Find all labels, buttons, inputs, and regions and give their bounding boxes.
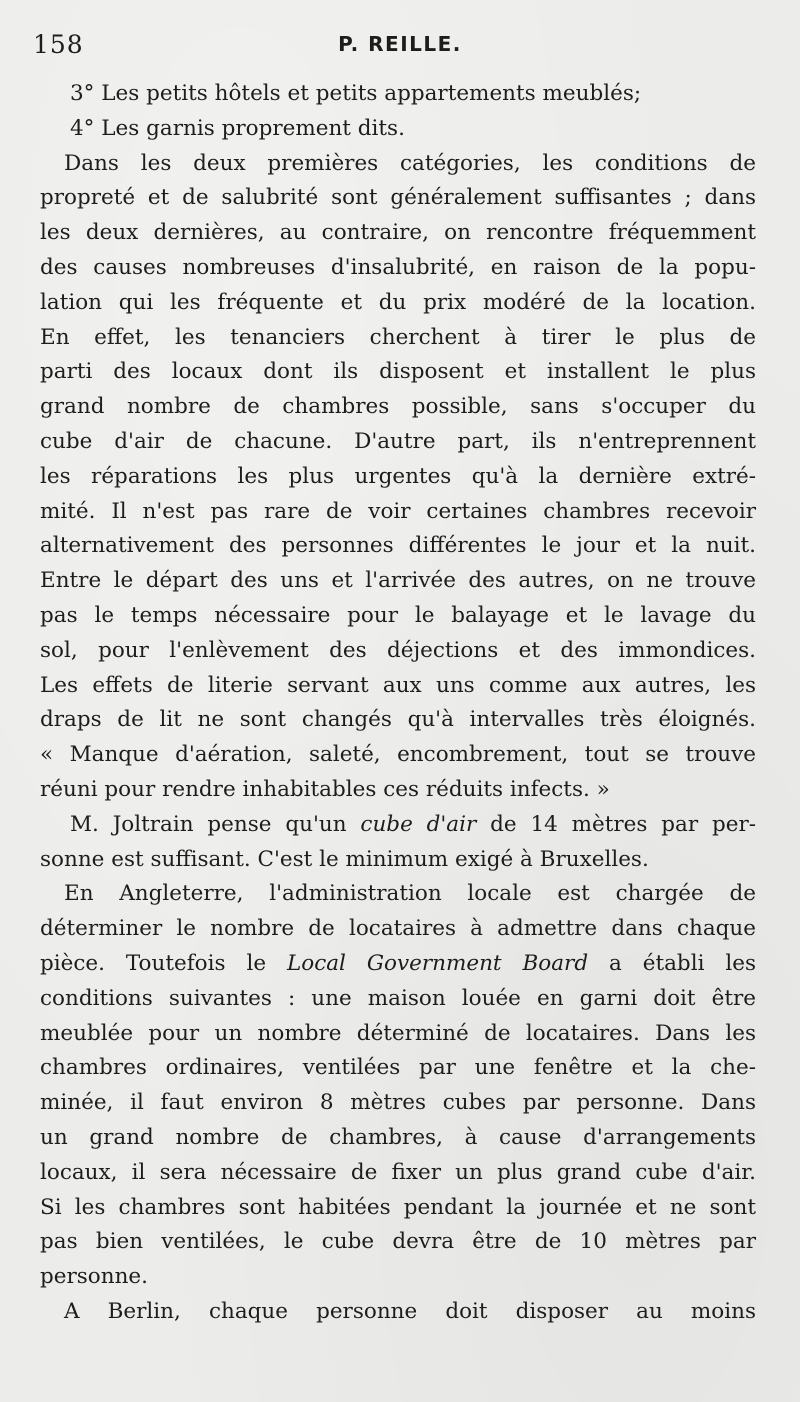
text-line: alternativement des personnes différentes le jour et la nuit. — [40, 533, 756, 559]
running-head: P. REILLE. — [338, 32, 462, 56]
text-line: conditions suivantes : une maison louée en garni doit être — [40, 985, 756, 1011]
text-line: « Manque d'aération, saleté, encombrement, tout se trouve — [40, 742, 756, 768]
text-line: minée, il faut environ 8 mètres cubes par personne. Dans — [40, 1090, 756, 1116]
text-line: des causes nombreuses d'insalubrité, en raison de la popu- — [40, 254, 756, 280]
text-line: A Berlin, chaque personne doit disposer au moins — [64, 1298, 756, 1324]
text-line: chambres ordinaires, ventilées par une fenêtre et la che- — [40, 1055, 756, 1081]
italic-term: cube d'air — [360, 811, 477, 837]
text-line — [40, 947, 756, 982]
page-header — [0, 30, 800, 64]
text-segment: M. Joltrain pense qu'un — [70, 811, 361, 837]
text-line: Dans les deux premières catégories, les conditions de — [64, 150, 756, 176]
text-line: locaux, il sera nécessaire de fixer un plus grand cube d'air. — [40, 1159, 756, 1185]
text-line: un grand nombre de chambres, à cause d'arrangements — [40, 1124, 756, 1150]
text-line: pas le temps nécessaire pour le balayage et le lavage du — [40, 602, 756, 628]
italic-term: Local Government Board — [286, 950, 589, 976]
text-line: pas bien ventilées, le cube devra être de 10 mètres par — [40, 1229, 756, 1255]
text-segment: a établi les — [588, 950, 757, 976]
text-line: Si les chambres sont habitées pendant la journée et ne sont — [40, 1194, 756, 1220]
text-line: grand nombre de chambres possible, sans s'occuper du — [40, 394, 756, 420]
body-text — [40, 77, 756, 1330]
page-number: 158 — [33, 30, 84, 59]
text-line: sonne est suffisant. C'est le minimum exigé à Bruxelles. — [40, 846, 649, 872]
text-line: personne. — [40, 1264, 148, 1290]
text-segment: de 14 mètres par per- — [476, 811, 756, 837]
text-line: cube d'air de chacune. D'autre part, ils n'entreprennent — [40, 428, 756, 454]
text-line: draps de lit ne sont changés qu'à intervalles très éloignés. — [40, 707, 756, 733]
text-line: sol, pour l'enlèvement des déjections et des immondices. — [40, 637, 756, 663]
text-line: les réparations les plus urgentes qu'à la dernière extré- — [40, 463, 756, 489]
text-line: mité. Il n'est pas rare de voir certaines chambres recevoir — [40, 498, 756, 524]
text-line: réuni pour rendre inhabitables ces réduits infects. » — [40, 776, 610, 802]
text-line: lation qui les fréquente et du prix modéré de la location. — [40, 289, 756, 315]
text-line: En Angleterre, l'administration locale est chargée de — [64, 881, 756, 907]
text-line: déterminer le nombre de locataires à admettre dans chaque — [40, 916, 756, 942]
text-line — [40, 808, 756, 843]
text-line: meublée pour un nombre déterminé de locataires. Dans les — [40, 1020, 756, 1046]
text-line: Les effets de literie servant aux uns comme aux autres, les — [40, 672, 756, 698]
text-line: 4° Les garnis proprement dits. — [70, 115, 405, 141]
text-line: 3° Les petits hôtels et petits appartements meublés; — [70, 81, 642, 106]
text-line: Entre le départ des uns et l'arrivée des autres, on ne trouve — [40, 568, 756, 594]
text-segment: pièce. Toutefois le — [40, 950, 287, 976]
text-line: propreté et de salubrité sont généralement suffisantes ; dans — [40, 185, 756, 211]
text-line: En effet, les tenanciers cherchent à tirer le plus de — [40, 324, 756, 350]
text-line: parti des locaux dont ils disposent et installent le plus — [40, 359, 756, 385]
text-line: les deux dernières, au contraire, on rencontre fréquemment — [40, 220, 756, 246]
